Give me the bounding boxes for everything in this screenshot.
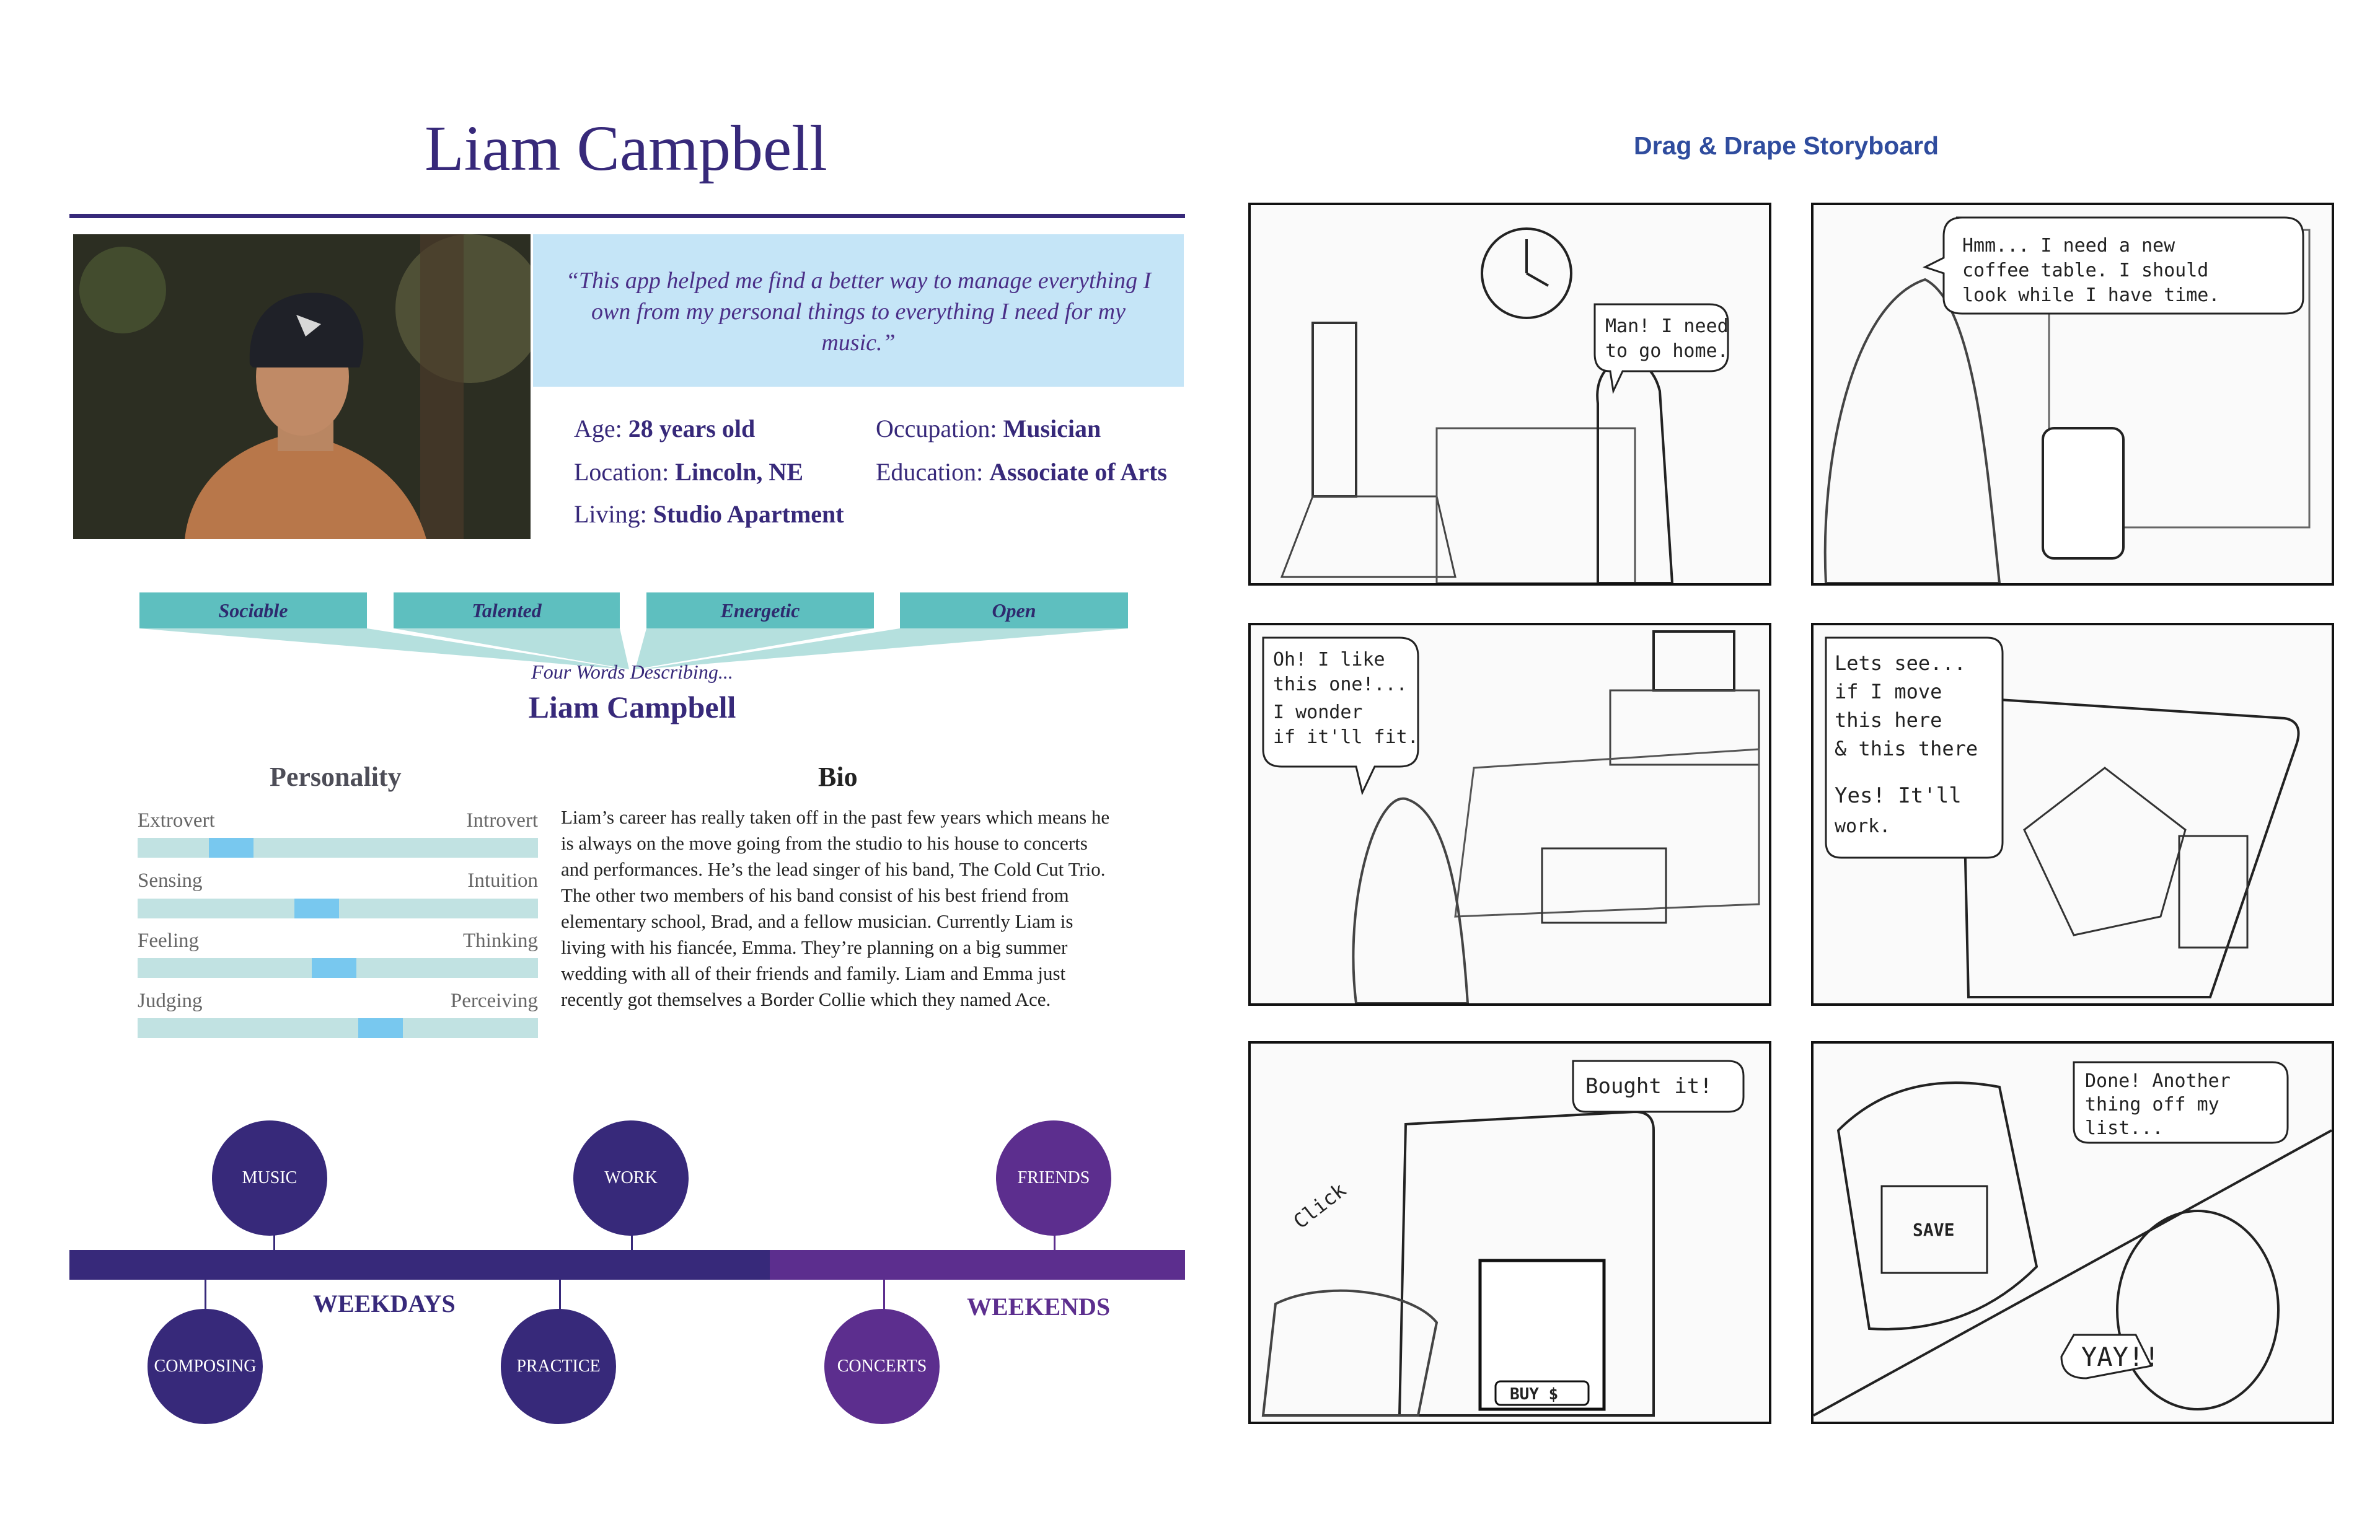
fact-occupation-value: Musician: [1003, 415, 1101, 442]
panel-6-bubble-line: Done! Another: [2085, 1070, 2231, 1092]
panel-6-bubble-line: thing off my: [2085, 1094, 2219, 1115]
fact-education-label: Education:: [876, 458, 990, 486]
connector-line: [1054, 1233, 1056, 1252]
weekdays-label: WEEKDAYS: [313, 1290, 456, 1318]
trait-marker: [312, 958, 356, 978]
fact-age-label: Age:: [574, 415, 628, 442]
panel-4-bubble-line: Lets see...: [1835, 651, 1966, 675]
panel-4-bubble-line: if I move: [1835, 680, 1942, 703]
weekends-label: WEEKENDS: [967, 1293, 1111, 1321]
storyboard-panel-4: [1811, 623, 2334, 1006]
storyboard-panel-3: [1248, 623, 1771, 1006]
panel-1-bubble-line: Man! I need: [1605, 315, 1729, 337]
panel-4-bubble-line: & this there: [1835, 737, 1978, 760]
panel-5-buy-button: BUY $: [1510, 1385, 1559, 1404]
word-talented: Talented: [394, 592, 620, 628]
word-sociable: Sociable: [139, 592, 367, 628]
word-open: Open: [900, 592, 1128, 628]
activity-friends: FRIENDS: [996, 1120, 1111, 1236]
words-caption: Four Words Describing...: [531, 661, 733, 683]
panel-6-save-button: SAVE: [1913, 1220, 1955, 1240]
panel-3-bubble-line: I wonder: [1273, 702, 1363, 723]
panel-5-bubble-line: Bought it!: [1585, 1074, 1712, 1099]
activity-practice: PRACTICE: [501, 1309, 616, 1424]
storyboard-panel-5: [1248, 1041, 1771, 1424]
trait-left-label: Sensing: [138, 869, 203, 892]
panel-1-bubble-line: to go home.: [1605, 340, 1729, 362]
storyboard-panel-2: [1811, 203, 2334, 586]
fact-location-value: Lincoln, NE: [675, 458, 803, 486]
fact-education-value: Associate of Arts: [989, 458, 1167, 486]
panel-5-click-text: Click: [1289, 1178, 1351, 1234]
bio-title: Bio: [818, 762, 858, 792]
activity-work: WORK: [573, 1120, 689, 1236]
words-persona-name: Liam Campbell: [528, 690, 736, 724]
storyboard-panel-6: [1811, 1041, 2334, 1424]
connector-line: [631, 1233, 633, 1252]
storyboard-title: Drag & Drape Storyboard: [1634, 131, 1939, 160]
fact-occupation-label: Occupation:: [876, 415, 1003, 442]
trait-left-label: Feeling: [138, 930, 199, 952]
panel-2-bubble-line: coffee table. I should: [1962, 260, 2209, 281]
panel-3-bubble-line: if it'll fit.: [1273, 726, 1419, 748]
panel-4-bubble-line: Yes! It'll: [1835, 783, 1962, 808]
trait-left-label: Judging: [138, 990, 203, 1012]
panel-2-bubble-line: Hmm... I need a new: [1962, 235, 2175, 257]
panel-4-bubble-line: this here: [1835, 708, 1942, 732]
storyboard-panel-1: [1248, 203, 1771, 586]
trait-bar: [138, 1018, 538, 1038]
word-energetic: Energetic: [646, 592, 874, 628]
fact-age-value: 28 years old: [628, 415, 756, 442]
trait-marker: [209, 838, 253, 858]
activity-music: MUSIC: [212, 1120, 327, 1236]
trait-marker: [358, 1018, 403, 1038]
trait-bar: [138, 958, 538, 978]
fact-living-label: Living:: [574, 500, 653, 528]
trait-bar: [138, 838, 538, 858]
timeline-weekends-bar: [770, 1250, 1185, 1280]
trait-right-label: Introvert: [466, 809, 538, 832]
timeline-weekdays-bar: [69, 1250, 770, 1280]
fact-living-value: Studio Apartment: [653, 500, 844, 528]
trait-marker: [294, 899, 339, 918]
trait-right-label: Intuition: [467, 869, 538, 892]
panel-6-yay-text: YAY!!: [2081, 1342, 2160, 1372]
personality-title: Personality: [270, 762, 402, 792]
panel-3-bubble-line: Oh! I like: [1273, 649, 1385, 671]
persona-name: Liam Campbell: [425, 113, 827, 184]
trait-right-label: Perceiving: [450, 990, 538, 1012]
persona-quote: “This app helped me find a better way to manage everything I own from my personal things to everything I need for my music.”: [565, 268, 1152, 356]
connector-line: [559, 1280, 561, 1311]
words-funnel: [0, 0, 1264, 744]
panel-3-bubble-line: this one!...: [1273, 674, 1408, 695]
connector-line: [205, 1280, 206, 1311]
connector-line: [883, 1280, 885, 1311]
trait-bar: [138, 899, 538, 918]
fact-location-label: Location:: [574, 458, 676, 486]
trait-right-label: Thinking: [463, 930, 538, 952]
bio-text: Liam’s career has really taken off in the past few years which means he is always on the move going from the studio to his house to concerts and performances. He’s the lead singer of his band, The Cold Cut Trio. The other two members of his band consist of his best friend from elementary school, Brad, and a fellow musician. Currently Liam is living with his fiancée, Emma. They’re planning on a big summer wedding with all of their friends and family. Liam and Emma just recently got themselves a Border Collie which they named Ace.: [561, 806, 1110, 1010]
panel-2-bubble-line: look while I have time.: [1962, 284, 2220, 306]
activity-concerts: CONCERTS: [824, 1309, 940, 1424]
panel-6-bubble-line: list...: [2085, 1117, 2164, 1139]
panel-4-bubble-line: work.: [1835, 816, 1891, 837]
trait-left-label: Extrovert: [138, 809, 215, 832]
activity-composing: COMPOSING: [148, 1309, 263, 1424]
connector-line: [273, 1233, 275, 1252]
